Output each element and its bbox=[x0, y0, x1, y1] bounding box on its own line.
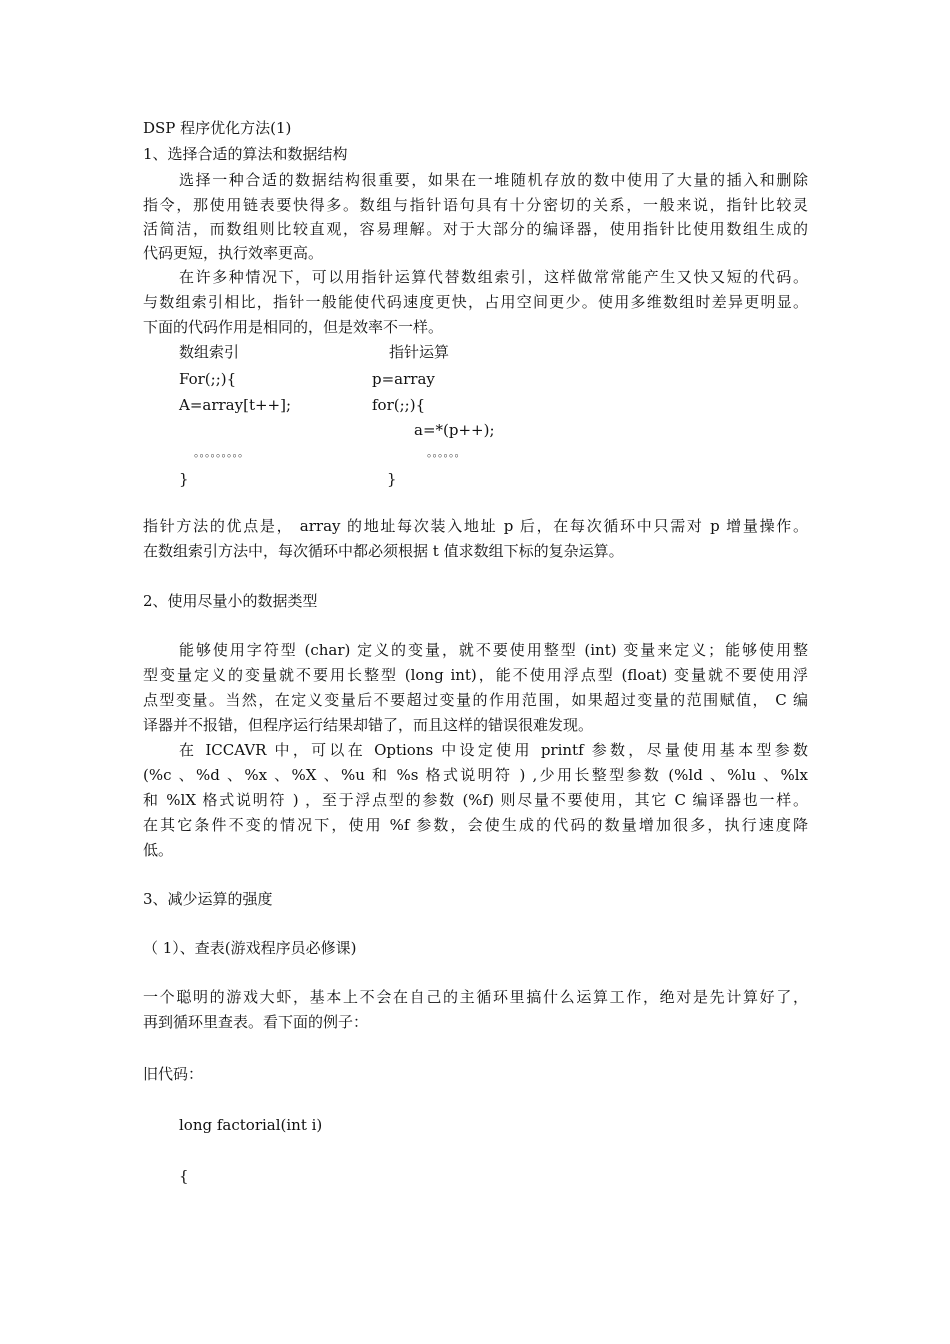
paragraph-line: 在其它条件不变的情况下，使用 %f 参数，会使生成的代码的数量增加很多，执行速度降 bbox=[143, 816, 808, 834]
paragraph-line: 代码更短，执行效率更高。 bbox=[143, 244, 324, 262]
code-line: p=array bbox=[372, 370, 435, 388]
paragraph-line: 能够使用字符型 (char) 定义的变量，就不要使用整型 (int) 变量来定义；能够使用整 bbox=[179, 641, 808, 659]
code-line: { bbox=[179, 1167, 189, 1185]
code-ellipsis: 。。。。。。。。。 bbox=[194, 446, 249, 459]
paragraph-line: 活简洁，而数组则比较直观，容易理解。对于大部分的编译器，使用指针比使用数组生成的 bbox=[143, 220, 808, 238]
paragraph-line: 点型变量。当然，在定义变量后不要超过变量的作用范围，如果超过变量的范围赋值， C 编 bbox=[143, 691, 808, 709]
paragraph-line: 在数组索引方法中，每次循环中都必须根据 t 值求数组下标的复杂运算。 bbox=[143, 542, 624, 560]
paragraph-line: 指令，那使用链表要快得多。数组与指针语句具有十分密切的关系，一般来说，指针比较灵 bbox=[143, 196, 808, 214]
paragraph-line: (%c 、%d 、%x 、%X 、%u 和 %s 格式说明符 ) ,少用长整型参数 (%ld 、%lu 、%lx bbox=[143, 766, 808, 784]
paragraph-line: 一个聪明的游戏大虾，基本上不会在自己的主循环里搞什么运算工作，绝对是先计算好了， bbox=[143, 988, 808, 1006]
code-line: long factorial(int i) bbox=[179, 1116, 323, 1134]
paragraph-line: 在 ICCAVR 中，可以在 Options 中设定使用 printf 参数，尽量使用基本型参数 bbox=[179, 741, 808, 759]
code-line: a=*(p++); bbox=[414, 421, 495, 439]
paragraph-line: 在许多种情况下，可以用指针运算代替数组索引，这样做常常能产生又快又短的代码。 bbox=[179, 268, 808, 286]
section-2-heading: 2、使用尽量小的数据类型 bbox=[143, 592, 318, 610]
code-line: } bbox=[387, 470, 397, 488]
paragraph-line: 与数组索引相比，指针一般能使代码速度更快，占用空间更少。使用多维数组时差异更明显。 bbox=[143, 293, 808, 311]
code-line: for(;;){ bbox=[372, 396, 426, 414]
code-column-header: 指针运算 bbox=[389, 343, 450, 361]
paragraph-line: 低。 bbox=[143, 841, 174, 859]
paragraph-line: 和 %lX 格式说明符 ) ，至于浮点型的参数 (%f) 则尽量不要使用，其它 C 编译器也一样。 bbox=[143, 791, 808, 809]
paragraph-line: 译器并不报错，但程序运行结果却错了，而且这样的错误很难发现。 bbox=[143, 716, 594, 734]
section-3-heading: 3、减少运算的强度 bbox=[143, 890, 273, 908]
paragraph-line: 再到循环里查表。看下面的例子： bbox=[143, 1013, 369, 1031]
paragraph-line: 型变量定义的变量就不要用长整型 (long int)，能不使用浮点型 (float) 变量就不要使用浮 bbox=[143, 666, 808, 684]
old-code-label: 旧代码： bbox=[143, 1065, 204, 1083]
code-column-header: 数组索引 bbox=[179, 343, 240, 361]
code-ellipsis: 。。。。。。 bbox=[427, 446, 466, 459]
code-line: } bbox=[179, 470, 189, 488]
paragraph-line: 下面的代码作用是相同的，但是效率不一样。 bbox=[143, 318, 444, 336]
page-title: DSP 程序优化方法(1) bbox=[143, 119, 292, 137]
code-line: For(;;){ bbox=[179, 370, 237, 388]
paragraph-line: 选择一种合适的数据结构很重要，如果在一堆随机存放的数中使用了大量的插入和删除 bbox=[179, 171, 808, 189]
section-1-heading: 1、选择合适的算法和数据结构 bbox=[143, 145, 348, 163]
code-line: A=array[t++]; bbox=[179, 396, 292, 414]
paragraph-line: 指针方法的优点是， array 的地址每次装入地址 p 后，在每次循环中只需对 p 增量操作。 bbox=[143, 517, 808, 535]
subsection-heading: （ 1）、查表(游戏程序员必修课) bbox=[143, 939, 357, 957]
